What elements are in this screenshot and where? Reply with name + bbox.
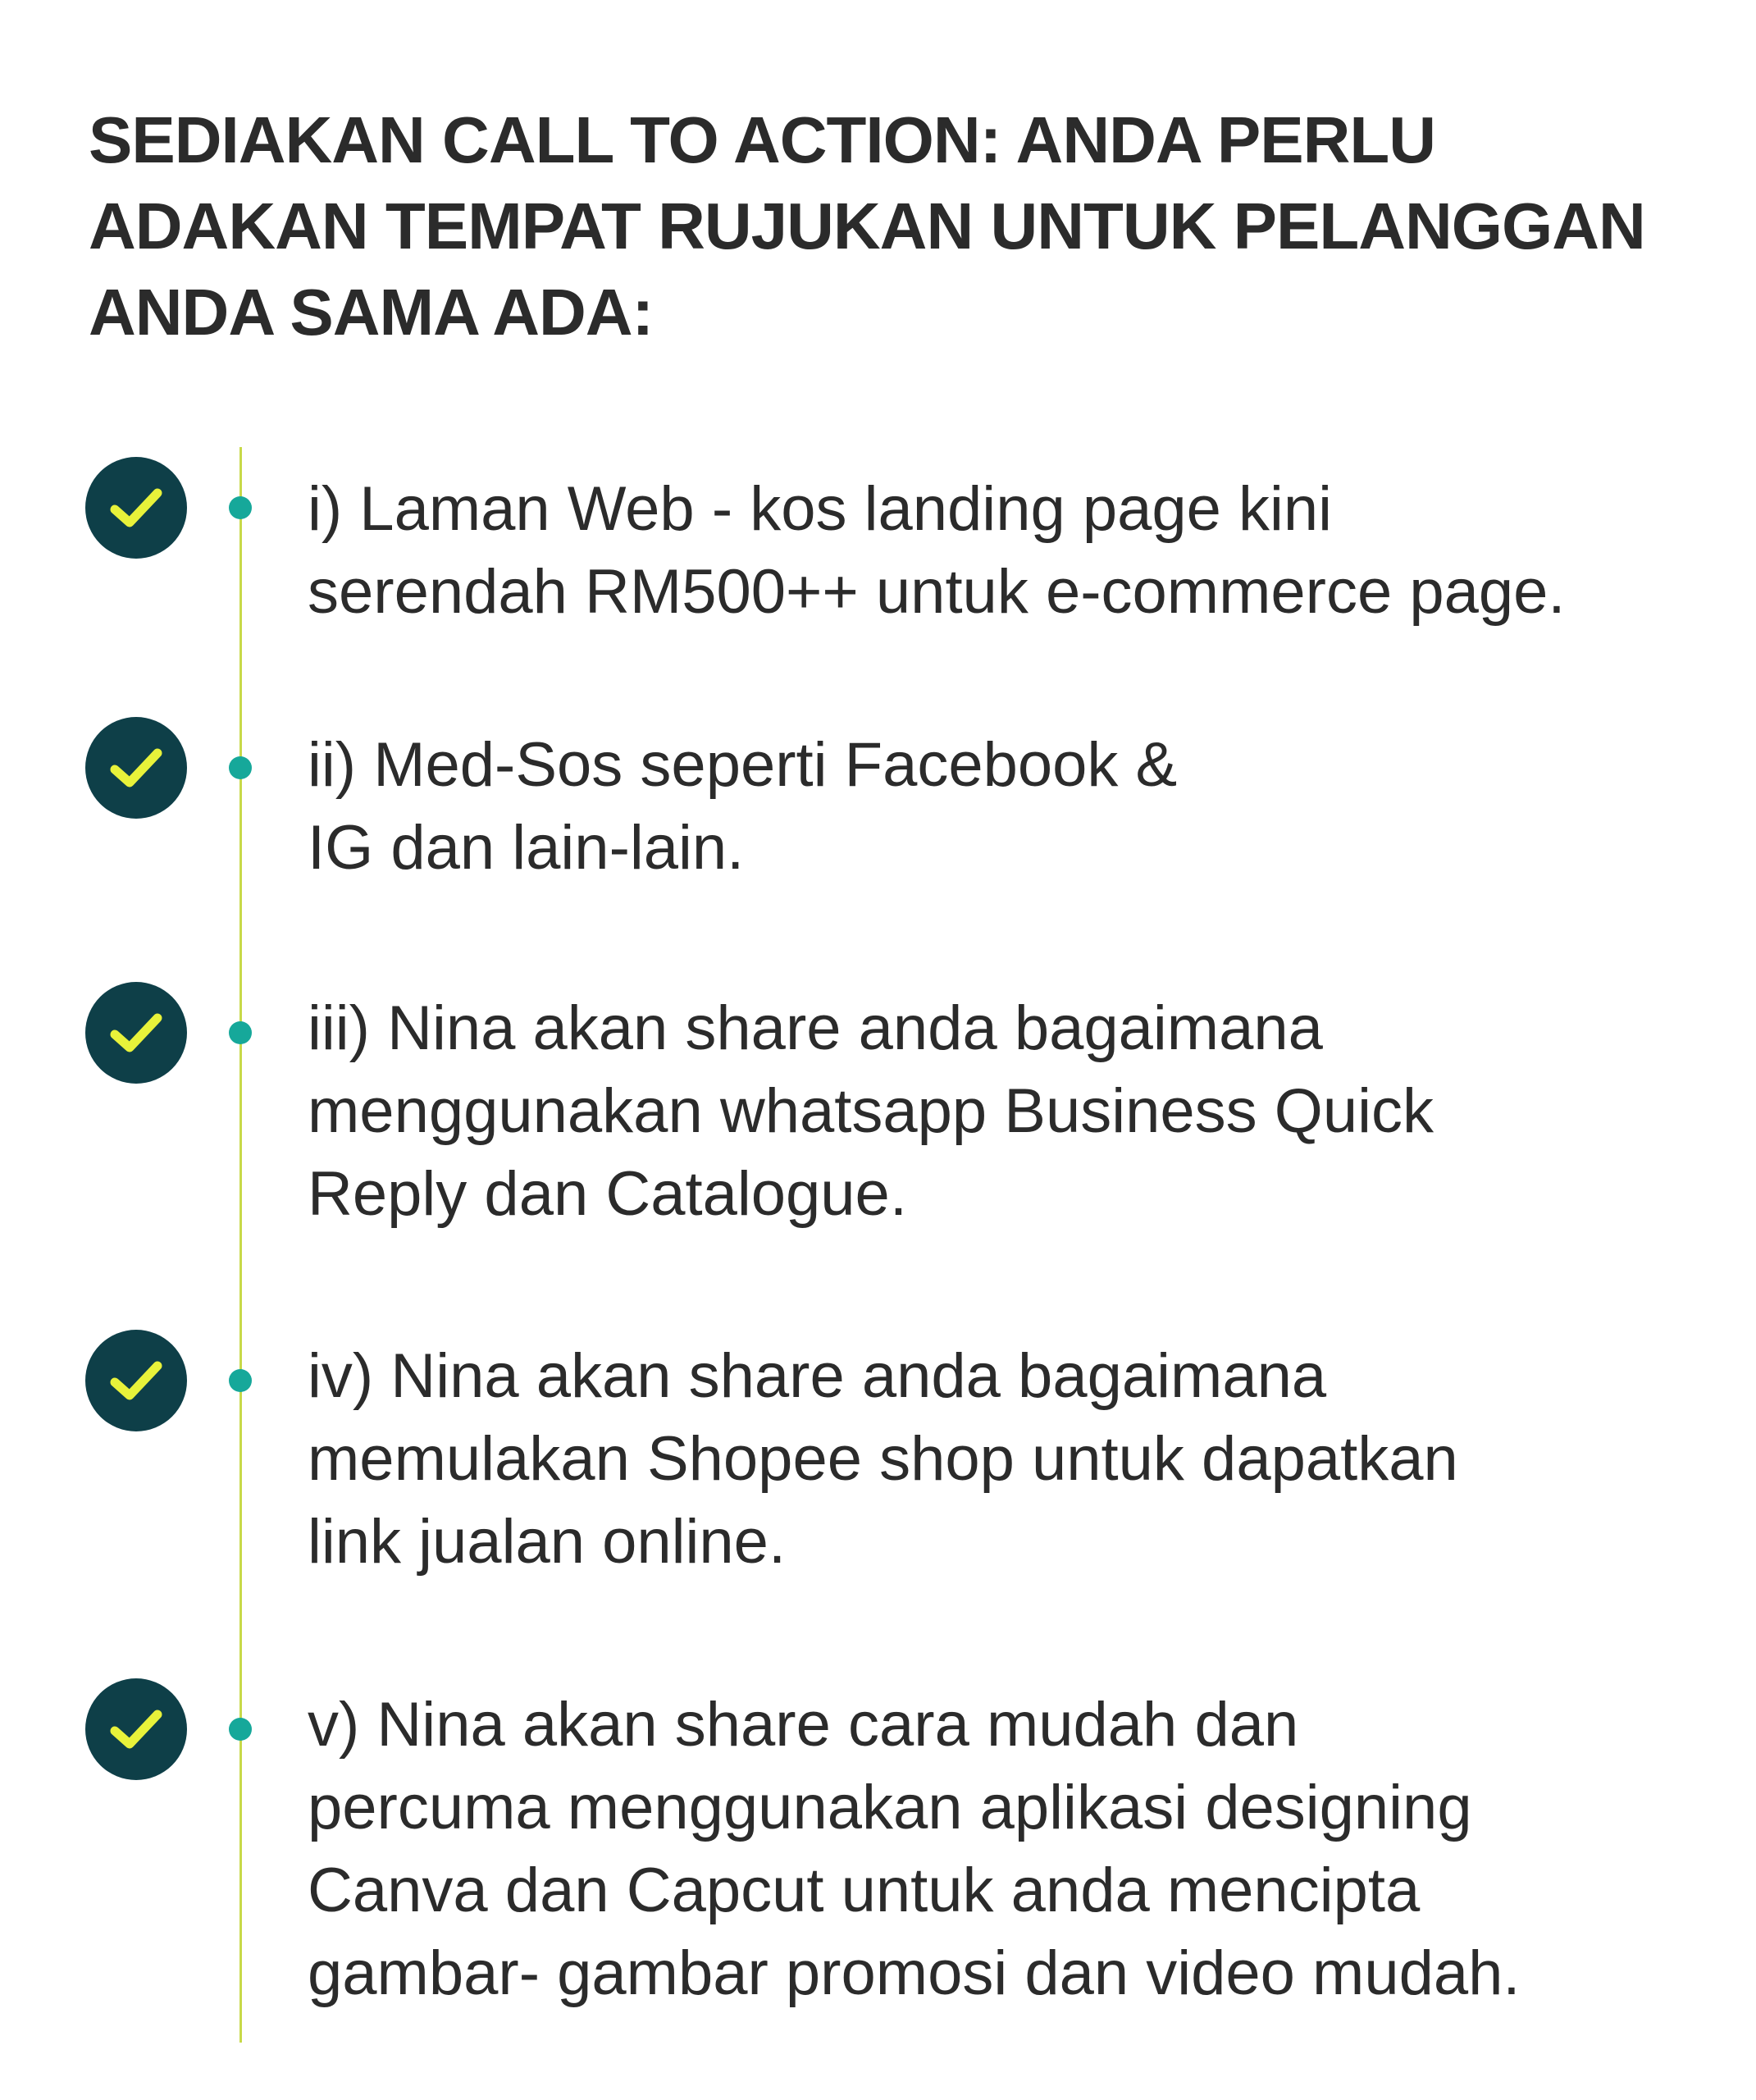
list-item-text: v) Nina akan share cara mudah dan percuma menggunakan aplikasi designing Canva dan Capcut untuk anda mencipta gambar- gambar promosi dan video mudah. xyxy=(308,1690,1521,2008)
timeline-line xyxy=(239,447,242,2043)
list-item-text: ii) Med-Sos seperti Facebook & IG dan lain-lain. xyxy=(308,730,1178,883)
check-icon xyxy=(85,457,187,559)
timeline-dot xyxy=(229,496,252,519)
timeline-dot xyxy=(229,1021,252,1044)
check-icon xyxy=(85,1678,187,1780)
page-heading: SEDIAKAN CALL TO ACTION: ANDA PERLU ADAKAN TEMPAT RUJUKAN UNTUK PELANGGAN ANDA SAMA ADA: xyxy=(89,103,1645,349)
check-icon xyxy=(85,717,187,819)
timeline-dot xyxy=(229,1718,252,1741)
timeline-dot xyxy=(229,756,252,779)
check-icon xyxy=(85,982,187,1084)
check-icon xyxy=(85,1330,187,1431)
list-item-text: iii) Nina akan share anda bagaimana menggunakan whatsapp Business Quick Reply dan Catalogue. xyxy=(308,993,1434,1229)
list-item-text: i) Laman Web - kos landing page kini serendah RM500++ untuk e-commerce page. xyxy=(308,474,1566,627)
list-item-text: iv) Nina akan share anda bagaimana memulakan Shopee shop untuk dapatkan link jualan online. xyxy=(308,1341,1458,1577)
timeline-dot xyxy=(229,1369,252,1392)
